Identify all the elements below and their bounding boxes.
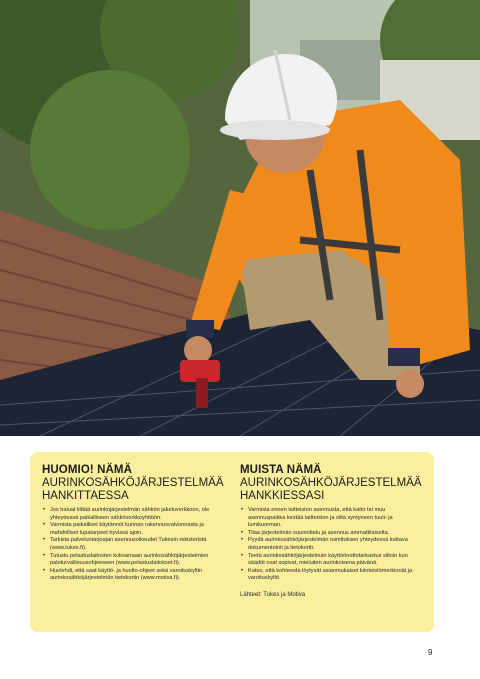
list-item: • Tilaa järjestelmän suunnittelu ja asennus ammattilaiselta.	[248, 530, 422, 538]
right-bullet-list	[240, 507, 422, 583]
left-heading-line2: HANKITTAESSA	[42, 490, 129, 502]
info-box	[30, 452, 434, 632]
left-heading-line1: AURINKOSÄHKÖJÄRJESTELMÄÄ	[42, 477, 224, 489]
info-column-left	[42, 464, 224, 622]
list-item: • Huolehdi, että saat käyttö- ja huolto-ohjeet sekä varoituskyltin aurinkosähköjärjestelmän tietokortin (www.motiva.fi).	[50, 568, 224, 583]
list-item: • Varmista paikalliset käytännöt kunnan rakennusvalvonnasta ja mahdolliset lupatarpeet hyvissä ajoin.	[50, 522, 224, 537]
list-item: • Katso, että kohteesta löytyvät asianmukaiset kiinteistömerkinnät ja varoituskyltit.	[248, 568, 422, 583]
list-item: • Varmista ennen laitteiston asennusta, että katto tai muu asennuspaikka kestää laitteiston ja siitä syntyneen tuuli- ja lumikuorman.	[248, 507, 422, 530]
list-item: • Pyydä aurinkosähköjärjestelmän toimituksen yhteydessä kattava dokumentointi ja tietokortti.	[248, 537, 422, 552]
right-heading-strong: MUISTA NÄMÄ	[240, 464, 322, 476]
list-item: • Tarkista palveluntarjoajan asennusoikeudet Tukesin rekisteristä (www.tukes.fi).	[50, 537, 224, 552]
left-heading-light	[42, 477, 224, 503]
left-bullet-list	[42, 507, 224, 583]
list-item: • Jos haluat liittää aurinkojärjestelmän sähkön jakeluverkkoon, ole yhteydessä paikalliseen sähköverkkoyhtiöön.	[50, 507, 224, 522]
right-heading-light	[240, 477, 422, 503]
sources-note: Lähteet: Tukes ja Motiva	[240, 591, 306, 598]
list-item: • Tutustu pelastuslaitosten kokoamaan aurinkosähköjärjestelmien paloturvallisuusohjeeseen (www.pelastuslaitokset.fi).	[50, 553, 224, 568]
left-heading-strong: HUOMIO! NÄMÄ	[42, 464, 132, 476]
list-item: • Teetä aurinkosähköjärjestelmän käyttöönottotarkastus siltoin kun säädöt ovat sopivat, mieluiten aurinkoisena päivänä.	[248, 553, 422, 568]
right-heading-line2: HANKKIESSASI	[240, 490, 325, 502]
info-column-right	[240, 464, 422, 622]
page-number: 9	[428, 648, 433, 657]
right-heading-line1: AURINKOSÄHKÖJÄRJESTELMÄÄ	[240, 477, 422, 489]
